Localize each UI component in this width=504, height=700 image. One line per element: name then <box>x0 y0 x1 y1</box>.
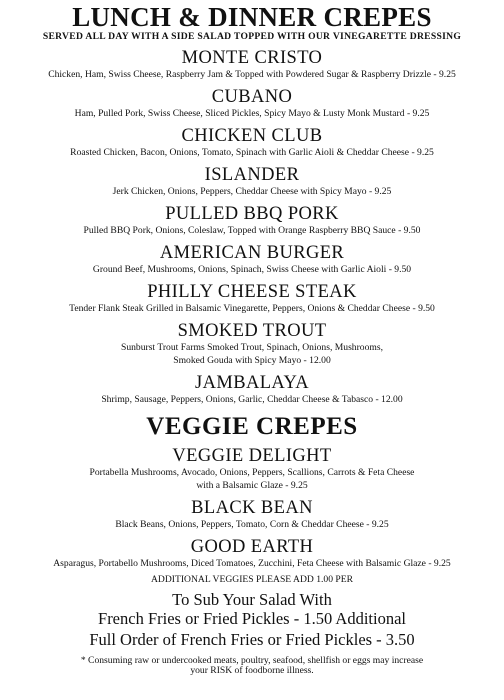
additional-veggies-note: ADDITIONAL VEGGIES PLEASE ADD 1.00 PER <box>151 574 353 585</box>
menu-item-black-bean <box>0 498 504 531</box>
sub-fries-option: French Fries or Fried Pickles - 1.50 Additional <box>98 608 406 628</box>
veggie-list <box>0 446 504 570</box>
food-safety-warning <box>0 656 504 677</box>
item-name: ISLANDER <box>204 165 300 185</box>
item-name: CUBANO <box>211 87 293 107</box>
item-description: Shrimp, Sausage, Peppers, Onions, Garlic, Cheddar Cheese & Tabasco - 12.00 <box>101 394 403 405</box>
menu-item-pulled-bbq-pork <box>0 204 504 237</box>
item-name: JAMBALAYA <box>195 373 309 393</box>
item-name: PULLED BBQ PORK <box>165 204 339 224</box>
menu-title: LUNCH & DINNER CREPES <box>72 2 432 32</box>
menu-item-smoked-trout <box>0 321 504 367</box>
warning-line: * Consuming raw or undercooked meats, poultry, seafood, shellfish or eggs may increase <box>80 654 424 666</box>
item-description: Roasted Chicken, Bacon, Onions, Tomato, Spinach with Garlic Aioli & Cheddar Cheese - 9.25 <box>70 147 434 158</box>
item-description: Portabella Mushrooms, Avocado, Onions, Peppers, Scallions, Carrots & Feta Cheese <box>89 467 415 478</box>
menu-item-monte-cristo <box>0 48 504 81</box>
item-name: VEGGIE DELIGHT <box>172 446 332 466</box>
menu-item-jambalaya <box>0 373 504 406</box>
item-description: Ham, Pulled Pork, Swiss Cheese, Sliced Pickles, Spicy Mayo & Lusty Monk Mustard - 9.25 <box>74 108 430 119</box>
menu-item-islander <box>0 165 504 198</box>
item-description: Black Beans, Onions, Peppers, Tomato, Corn & Cheddar Cheese - 9.25 <box>115 519 389 530</box>
menu-item-veggie-delight <box>0 446 504 492</box>
item-description: Pulled BBQ Pork, Onions, Coleslaw, Topped with Orange Raspberry BBQ Sauce - 9.50 <box>83 225 421 236</box>
item-name: BLACK BEAN <box>191 498 313 518</box>
item-description: Asparagus, Portabello Mushrooms, Diced Tomatoes, Zucchini, Feta Cheese with Balsamic Glaze - 9.25 <box>53 558 451 569</box>
item-name: PHILLY CHEESE STEAK <box>147 282 357 302</box>
lunch-dinner-list <box>0 48 504 406</box>
menu-item-chicken-club <box>0 126 504 159</box>
item-name: MONTE CRISTO <box>181 48 323 68</box>
menu-item-good-earth <box>0 537 504 570</box>
item-description: Sunburst Trout Farms Smoked Trout, Spinach, Onions, Mushrooms, <box>120 342 383 353</box>
warning-line: your RISK of foodborne illness. <box>190 665 314 676</box>
veggie-section-title: VEGGIE CREPES <box>146 413 358 440</box>
item-name: AMERICAN BURGER <box>159 243 345 263</box>
item-description: Chicken, Ham, Swiss Cheese, Raspberry Jam & Topped with Powdered Sugar & Raspberry Drizzle - 9.25 <box>48 69 456 80</box>
item-description: Tender Flank Steak Grilled in Balsamic Vinegarette, Peppers, Onions & Cheddar Cheese - 9.50 <box>69 303 435 314</box>
sub-salad-heading: To Sub Your Salad With <box>172 590 332 609</box>
menu-item-american-burger <box>0 243 504 276</box>
item-name: SMOKED TROUT <box>177 321 327 341</box>
item-name: CHICKEN CLUB <box>181 126 323 146</box>
item-description: Smoked Gouda with Spicy Mayo - 12.00 <box>173 355 331 366</box>
menu-subtitle: SERVED ALL DAY WITH A SIDE SALAD TOPPED WITH OUR VINEGARETTE DRESSING <box>42 31 462 42</box>
item-description: with a Balsamic Glaze - 9.25 <box>196 480 308 491</box>
item-description: Jerk Chicken, Onions, Peppers, Cheddar Cheese with Spicy Mayo - 9.25 <box>112 186 392 197</box>
item-description: Ground Beef, Mushrooms, Onions, Spinach, Swiss Cheese with Garlic Aioli - 9.50 <box>92 264 412 275</box>
full-order-option: Full Order of French Fries or Fried Pickles - 3.50 <box>89 630 415 649</box>
menu-item-philly-cheese-steak <box>0 282 504 315</box>
item-name: GOOD EARTH <box>190 537 314 557</box>
menu-item-cubano <box>0 87 504 120</box>
